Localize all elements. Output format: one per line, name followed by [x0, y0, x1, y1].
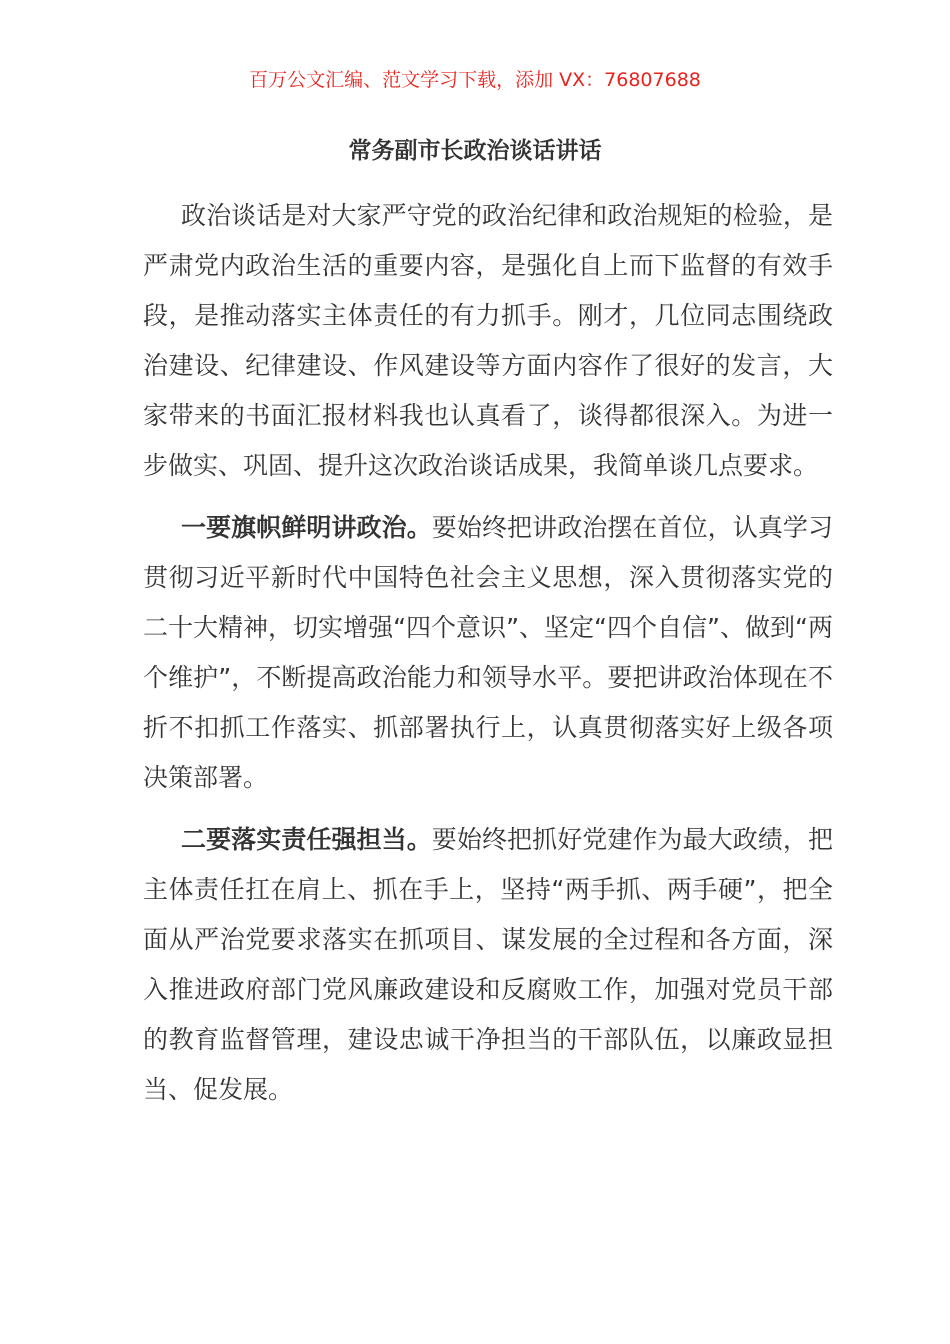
paragraph-text: 要始终把抓好党建作为最大政绩，把主体责任扛在肩上、抓在手上，坚持“两手抓、两手硬”，把全面从严治党要求落实在抓项目、谋发展的全过程和各方面，深入推进政府部门党风廉政建设和反腐败工作，加强对党员干部的教育监督管理，建设忠诚干净担当的干部队伍，以廉政显担当、促发展。	[143, 825, 833, 1104]
header-banner: 百万公文汇编、范文学习下载，添加 VX：76807688	[249, 69, 701, 91]
document-title: 常务副市长政治谈话讲话	[348, 138, 602, 164]
paragraph-intro	[143, 191, 833, 491]
paragraph-lead: 二要落实责任强担当。	[181, 825, 432, 854]
paragraph-text: 要始终把讲政治摆在首位，认真学习贯彻习近平新时代中国特色社会主义思想，深入贯彻落实党的二十大精神，切实增强“四个意识”、坚定“四个自信”、做到“两个维护”，不断提高政治能力和领导水平。要把讲政治体现在不折不扣抓工作落实、抓部署执行上，认真贯彻落实好上级各项决策部署。	[143, 513, 833, 792]
document-body	[143, 191, 833, 1127]
paragraph-lead: 一要旗帜鲜明讲政治。	[181, 513, 432, 542]
paragraph-point-2	[143, 815, 833, 1115]
paragraph-point-1	[143, 503, 833, 803]
paragraph-text: 政治谈话是对大家严守党的政治纪律和政治规矩的检验，是严肃党内政治生活的重要内容，是强化自上而下监督的有效手段，是推动落实主体责任的有力抓手。刚才，几位同志围绕政治建设、纪律建设、作风建设等方面内容作了很好的发言，大家带来的书面汇报材料我也认真看了，谈得都很深入。为进一步做实、巩固、提升这次政治谈话成果，我简单谈几点要求。	[143, 201, 833, 480]
